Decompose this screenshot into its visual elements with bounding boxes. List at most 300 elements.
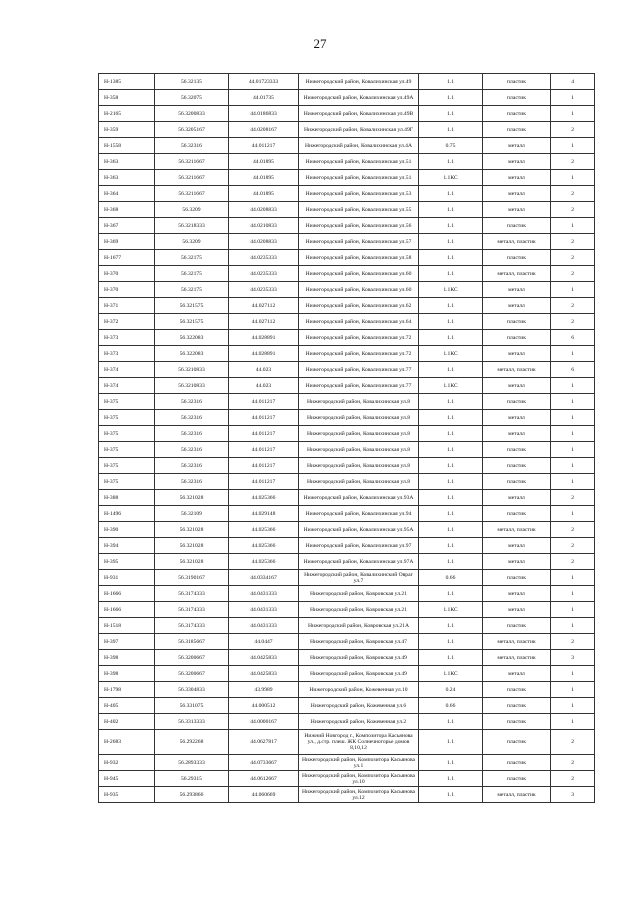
site-id-cell: Н-367 <box>99 218 155 234</box>
site-id-cell: Н-2165 <box>99 106 155 122</box>
volume-cell: 1.1 <box>419 250 483 266</box>
volume-cell: 1.1 <box>419 442 483 458</box>
latitude-cell: 56.3174333 <box>155 618 229 634</box>
longitude-cell: 43.9989 <box>229 682 299 698</box>
volume-cell: 1.1 <box>419 474 483 490</box>
material-cell: пластик <box>483 442 551 458</box>
volume-cell: 1.1 <box>419 490 483 506</box>
latitude-cell: 56.321028 <box>155 554 229 570</box>
site-id-cell: Н-945 <box>99 771 155 787</box>
address-cell: Нижегородский район, Композитора Касьянова ул.12 <box>299 787 419 803</box>
count-cell: 1 <box>551 410 595 426</box>
table-row <box>99 346 595 362</box>
address-cell: Нижегородский район, Ковалихинская ул.56 <box>299 218 419 234</box>
longitude-cell: 44.011217 <box>229 442 299 458</box>
site-id-cell: Н-1558 <box>99 138 155 154</box>
material-cell: металл <box>483 490 551 506</box>
address-cell: Нижегородский район, Ковалихинская ул.60 <box>299 266 419 282</box>
volume-cell: 1.1 <box>419 234 483 250</box>
material-cell: пластик <box>483 74 551 90</box>
volume-cell: 1.1 <box>419 298 483 314</box>
site-id-cell: Н-371 <box>99 298 155 314</box>
material-cell: пластик <box>483 314 551 330</box>
table-row <box>99 634 595 650</box>
count-cell: 1 <box>551 282 595 298</box>
longitude-cell: 44.011217 <box>229 410 299 426</box>
site-id-cell: Н-2683 <box>99 730 155 755</box>
latitude-cell: 56.321028 <box>155 538 229 554</box>
table-row <box>99 426 595 442</box>
address-cell: Нижегородский район, Ковалихинская ул.77 <box>299 378 419 394</box>
table-row <box>99 787 595 803</box>
material-cell: пластик <box>483 474 551 490</box>
table-row <box>99 250 595 266</box>
count-cell: 1 <box>551 474 595 490</box>
address-cell: Нижегородский район, Ковалихинская ул.4А <box>299 138 419 154</box>
material-cell: металл <box>483 346 551 362</box>
count-cell: 2 <box>551 266 595 282</box>
table-row <box>99 554 595 570</box>
latitude-cell: 56.3210833 <box>155 362 229 378</box>
volume-cell: 1.1 <box>419 266 483 282</box>
site-id-cell: Н-359 <box>99 122 155 138</box>
count-cell: 2 <box>551 154 595 170</box>
count-cell: 1 <box>551 458 595 474</box>
count-cell: 2 <box>551 522 595 538</box>
volume-cell: 1.1 <box>419 771 483 787</box>
site-id-cell: Н-1496 <box>99 506 155 522</box>
material-cell: металл <box>483 298 551 314</box>
material-cell: пластик <box>483 714 551 730</box>
latitude-cell: 56.3313333 <box>155 714 229 730</box>
latitude-cell: 56.3211667 <box>155 170 229 186</box>
material-cell: металл <box>483 586 551 602</box>
longitude-cell: 44.029148 <box>229 506 299 522</box>
address-cell: Нижегородский район, Ковалихинская ул.53 <box>299 186 419 202</box>
site-id-cell: Н-1666 <box>99 602 155 618</box>
longitude-cell: 44.0334167 <box>229 570 299 586</box>
table-row <box>99 442 595 458</box>
table-row <box>99 490 595 506</box>
volume-cell: 1.1 <box>419 90 483 106</box>
address-cell: Нижегородский район, Ковалихинская ул.49А <box>299 90 419 106</box>
address-cell: Нижегородский район, Ковалихинская ул.49Г <box>299 122 419 138</box>
address-cell: Нижний Новгород г., Композитора Касьянова ул., д.стр. плеш. ЖК Солнечногорье домов 8,10,12 <box>299 730 419 755</box>
address-cell: Нижегородский район, Ковалихинская ул.8 <box>299 394 419 410</box>
site-id-cell: Н-397 <box>99 634 155 650</box>
count-cell: 2 <box>551 490 595 506</box>
table-row <box>99 714 595 730</box>
longitude-cell: 44.000512 <box>229 698 299 714</box>
site-id-cell: Н-1666 <box>99 586 155 602</box>
latitude-cell: 56.3200667 <box>155 650 229 666</box>
address-cell: Нижегородский район, Ковалихинская ул.8 <box>299 442 419 458</box>
address-cell: Нижегородский район, Ковровская ул.49 <box>299 650 419 666</box>
longitude-cell: 44.0210833 <box>229 218 299 234</box>
material-cell: пластик <box>483 122 551 138</box>
material-cell: металл <box>483 186 551 202</box>
site-id-cell: Н-370 <box>99 266 155 282</box>
address-cell: Нижегородский район, Ковалихинская ул.49 <box>299 74 419 90</box>
longitude-cell: 44.028891 <box>229 330 299 346</box>
volume-cell: 1.1 <box>419 362 483 378</box>
page-number: 27 <box>313 36 327 51</box>
address-cell: Нижегородский район, Ковровская ул.21А <box>299 618 419 634</box>
longitude-cell: 44.011217 <box>229 394 299 410</box>
latitude-cell: 56.32135 <box>155 74 229 90</box>
latitude-cell: 56.293866 <box>155 787 229 803</box>
latitude-cell: 56.331075 <box>155 698 229 714</box>
site-id-cell: Н-375 <box>99 458 155 474</box>
count-cell: 2 <box>551 122 595 138</box>
latitude-cell: 56.3190167 <box>155 570 229 586</box>
material-cell: металл <box>483 170 551 186</box>
material-cell: металл, пластик <box>483 650 551 666</box>
count-cell: 6 <box>551 330 595 346</box>
latitude-cell: 56.32175 <box>155 282 229 298</box>
volume-cell: 1.1 <box>419 714 483 730</box>
table-row <box>99 202 595 218</box>
volume-cell: 1.1 <box>419 106 483 122</box>
address-cell: Нижегородский район, Ковалихинская ул.72 <box>299 330 419 346</box>
longitude-cell: 44.0235333 <box>229 266 299 282</box>
latitude-cell: 56.3209 <box>155 202 229 218</box>
volume-cell: 0.75 <box>419 138 483 154</box>
volume-cell: 1.1КС <box>419 666 483 682</box>
latitude-cell: 56.3218333 <box>155 218 229 234</box>
latitude-cell: 56.321028 <box>155 490 229 506</box>
table-row <box>99 650 595 666</box>
table-row <box>99 771 595 787</box>
site-id-cell: Н-932 <box>99 755 155 771</box>
site-id-cell: Н-375 <box>99 410 155 426</box>
longitude-cell: 44.0431333 <box>229 602 299 618</box>
volume-cell: 1.1 <box>419 506 483 522</box>
longitude-cell: 44.011217 <box>229 138 299 154</box>
count-cell: 2 <box>551 186 595 202</box>
table-row <box>99 362 595 378</box>
count-cell: 1 <box>551 138 595 154</box>
material-cell: металл <box>483 138 551 154</box>
count-cell: 3 <box>551 650 595 666</box>
longitude-cell: 44.025366 <box>229 538 299 554</box>
site-id-cell: Н-374 <box>99 362 155 378</box>
table-row <box>99 666 595 682</box>
latitude-cell: 56.32075 <box>155 90 229 106</box>
site-id-cell: Н-1518 <box>99 618 155 634</box>
longitude-cell: 44.023 <box>229 362 299 378</box>
material-cell: пластик <box>483 682 551 698</box>
address-cell: Нижегородский район, Ковалихинская ул.62 <box>299 298 419 314</box>
site-id-cell: Н-372 <box>99 314 155 330</box>
table-row <box>99 506 595 522</box>
address-cell: Нижегородский район, Ковалихинская ул.94 <box>299 506 419 522</box>
material-cell: пластик <box>483 330 551 346</box>
longitude-cell: 44.0208167 <box>229 122 299 138</box>
longitude-cell: 44.0425833 <box>229 650 299 666</box>
longitude-cell: 44.027112 <box>229 298 299 314</box>
address-cell: Нижегородский район, Ковалихинская ул.55 <box>299 202 419 218</box>
address-cell: Нижегородский район, Ковалихинская ул.58 <box>299 250 419 266</box>
site-id-cell: Н-364 <box>99 186 155 202</box>
site-id-cell: Н-375 <box>99 394 155 410</box>
address-cell: Нижегородский район, Кожевенная ул.10 <box>299 682 419 698</box>
material-cell: пластик <box>483 771 551 787</box>
longitude-cell: 44.01895 <box>229 186 299 202</box>
volume-cell: 1.1 <box>419 554 483 570</box>
count-cell: 1 <box>551 666 595 682</box>
table-row <box>99 522 595 538</box>
latitude-cell: 56.32109 <box>155 506 229 522</box>
longitude-cell: 44.0208833 <box>229 202 299 218</box>
volume-cell: 1.1 <box>419 394 483 410</box>
material-cell: металл <box>483 602 551 618</box>
material-cell: пластик <box>483 506 551 522</box>
material-cell: металл <box>483 554 551 570</box>
site-id-cell: Н-402 <box>99 714 155 730</box>
material-cell: пластик <box>483 755 551 771</box>
count-cell: 2 <box>551 202 595 218</box>
volume-cell: 1.1 <box>419 618 483 634</box>
latitude-cell: 56.32316 <box>155 442 229 458</box>
count-cell: 1 <box>551 346 595 362</box>
latitude-cell: 56.32316 <box>155 410 229 426</box>
table-row <box>99 330 595 346</box>
table-row <box>99 74 595 90</box>
longitude-cell: 44.0447 <box>229 634 299 650</box>
volume-cell: 1.1 <box>419 186 483 202</box>
longitude-cell: 44.0208833 <box>229 234 299 250</box>
site-id-cell: Н-369 <box>99 234 155 250</box>
address-cell: Нижегородский район, Ковровская ул.21 <box>299 586 419 602</box>
site-id-cell: Н-1798 <box>99 682 155 698</box>
latitude-cell: 56.32316 <box>155 458 229 474</box>
table-row <box>99 602 595 618</box>
latitude-cell: 56.32175 <box>155 250 229 266</box>
address-cell: Нижегородский район, Ковалихинский Овраг ул.7 <box>299 570 419 586</box>
longitude-cell: 44.028891 <box>229 346 299 362</box>
table-row <box>99 682 595 698</box>
volume-cell: 1.1КС <box>419 602 483 618</box>
count-cell: 1 <box>551 506 595 522</box>
address-cell: Нижегородский район, Ковалихинская ул.57 <box>299 234 419 250</box>
count-cell: 2 <box>551 234 595 250</box>
material-cell: металл, пластик <box>483 234 551 250</box>
table-row <box>99 618 595 634</box>
table-row <box>99 730 595 755</box>
address-cell: Нижегородский район, Ковалихинская ул.8 <box>299 410 419 426</box>
count-cell: 1 <box>551 682 595 698</box>
count-cell: 2 <box>551 250 595 266</box>
count-cell: 1 <box>551 618 595 634</box>
address-cell: Нижегородский район, Кожевенная ул.2 <box>299 714 419 730</box>
latitude-cell: 56.3174333 <box>155 602 229 618</box>
longitude-cell: 44.0612667 <box>229 771 299 787</box>
table-row <box>99 90 595 106</box>
material-cell: металл <box>483 538 551 554</box>
latitude-cell: 56.3200833 <box>155 106 229 122</box>
count-cell: 2 <box>551 771 595 787</box>
table-row <box>99 458 595 474</box>
site-id-cell: Н-394 <box>99 538 155 554</box>
table-row <box>99 586 595 602</box>
site-id-cell: Н-358 <box>99 90 155 106</box>
site-id-cell: Н-375 <box>99 426 155 442</box>
address-cell: Нижегородский район, Ковровская ул.21 <box>299 602 419 618</box>
table-row <box>99 394 595 410</box>
longitude-cell: 44.0425833 <box>229 666 299 682</box>
table-row <box>99 698 595 714</box>
site-id-cell: Н-1385 <box>99 74 155 90</box>
latitude-cell: 56.32316 <box>155 426 229 442</box>
longitude-cell: 44.01895 <box>229 170 299 186</box>
site-id-cell: Н-395 <box>99 554 155 570</box>
volume-cell: 1.1 <box>419 154 483 170</box>
material-cell: металл <box>483 666 551 682</box>
table-row <box>99 218 595 234</box>
volume-cell: 1.1 <box>419 426 483 442</box>
longitude-cell: 44.0000167 <box>229 714 299 730</box>
longitude-cell: 44.011217 <box>229 458 299 474</box>
latitude-cell: 56.292268 <box>155 730 229 755</box>
material-cell: пластик <box>483 394 551 410</box>
longitude-cell: 44.023 <box>229 378 299 394</box>
material-cell: металл <box>483 282 551 298</box>
latitude-cell: 56.322083 <box>155 346 229 362</box>
address-cell: Нижегородский район, Ковалихинская ул.64 <box>299 314 419 330</box>
material-cell: пластик <box>483 90 551 106</box>
table-row <box>99 282 595 298</box>
count-cell: 1 <box>551 442 595 458</box>
count-cell: 2 <box>551 554 595 570</box>
count-cell: 1 <box>551 602 595 618</box>
site-id-cell: Н-363 <box>99 170 155 186</box>
address-cell: Нижегородский район, Ковалихинская ул.51 <box>299 154 419 170</box>
address-cell: Нижегородский район, Ковалихинская ул.95А <box>299 522 419 538</box>
latitude-cell: 56.3205167 <box>155 122 229 138</box>
count-cell: 1 <box>551 714 595 730</box>
material-cell: пластик <box>483 730 551 755</box>
volume-cell: 1.1КС <box>419 170 483 186</box>
address-cell: Нижегородский район, Композитора Касьянова ул.1 <box>299 755 419 771</box>
address-cell: Нижегородский район, Кожевенная ул.6 <box>299 698 419 714</box>
count-cell: 2 <box>551 538 595 554</box>
site-id-cell: Н-375 <box>99 474 155 490</box>
site-id-cell: Н-363 <box>99 154 155 170</box>
material-cell: пластик <box>483 458 551 474</box>
latitude-cell: 56.3211667 <box>155 186 229 202</box>
count-cell: 1 <box>551 586 595 602</box>
volume-cell: 1.1КС <box>419 346 483 362</box>
count-cell: 1 <box>551 90 595 106</box>
latitude-cell: 56.32316 <box>155 394 229 410</box>
longitude-cell: 44.01723333 <box>229 74 299 90</box>
material-cell: металл, пластик <box>483 522 551 538</box>
count-cell: 2 <box>551 730 595 755</box>
volume-cell: 1.1 <box>419 650 483 666</box>
latitude-cell: 56.3200667 <box>155 666 229 682</box>
table-row <box>99 314 595 330</box>
latitude-cell: 56.3211667 <box>155 154 229 170</box>
count-cell: 2 <box>551 314 595 330</box>
table-row <box>99 106 595 122</box>
count-cell: 1 <box>551 378 595 394</box>
table-row <box>99 538 595 554</box>
volume-cell: 1.1 <box>419 730 483 755</box>
material-cell: металл, пластик <box>483 634 551 650</box>
longitude-cell: 44.0186833 <box>229 106 299 122</box>
count-cell: 6 <box>551 362 595 378</box>
volume-cell: 1.1 <box>419 330 483 346</box>
longitude-cell: 44.0431333 <box>229 586 299 602</box>
count-cell: 1 <box>551 570 595 586</box>
volume-cell: 1.1 <box>419 410 483 426</box>
material-cell: металл <box>483 202 551 218</box>
table-row <box>99 298 595 314</box>
volume-cell: 1.1 <box>419 755 483 771</box>
table-row <box>99 378 595 394</box>
volume-cell: 1.1 <box>419 787 483 803</box>
material-cell: пластик <box>483 570 551 586</box>
count-cell: 1 <box>551 426 595 442</box>
volume-cell: 1.1 <box>419 122 483 138</box>
table-row <box>99 154 595 170</box>
latitude-cell: 56.322083 <box>155 330 229 346</box>
longitude-cell: 44.01895 <box>229 154 299 170</box>
longitude-cell: 44.060669 <box>229 787 299 803</box>
site-id-cell: Н-390 <box>99 522 155 538</box>
latitude-cell: 56.321028 <box>155 522 229 538</box>
address-cell: Нижегородский район, Ковалихинская ул.60 <box>299 282 419 298</box>
latitude-cell: 56.2893333 <box>155 755 229 771</box>
latitude-cell: 56.29315 <box>155 771 229 787</box>
site-id-cell: Н-405 <box>99 698 155 714</box>
volume-cell: 0.66 <box>419 570 483 586</box>
site-id-cell: Н-398 <box>99 650 155 666</box>
count-cell: 3 <box>551 787 595 803</box>
count-cell: 1 <box>551 698 595 714</box>
volume-cell: 1.1 <box>419 522 483 538</box>
latitude-cell: 56.321575 <box>155 314 229 330</box>
latitude-cell: 56.321575 <box>155 298 229 314</box>
address-cell: Нижегородский район, Ковалихинская ул.93А <box>299 490 419 506</box>
material-cell: металл, пластик <box>483 362 551 378</box>
address-cell: Нижегородский район, Композитора Касьянова ул.10 <box>299 771 419 787</box>
table-row <box>99 570 595 586</box>
table-row <box>99 170 595 186</box>
site-id-cell: Н-374 <box>99 378 155 394</box>
site-id-cell: Н-935 <box>99 787 155 803</box>
table-row <box>99 138 595 154</box>
count-cell: 2 <box>551 298 595 314</box>
table-row <box>99 234 595 250</box>
longitude-cell: 44.025366 <box>229 522 299 538</box>
address-cell: Нижегородский район, Ковалихинская ул.49В <box>299 106 419 122</box>
count-cell: 4 <box>551 74 595 90</box>
volume-cell: 0.66 <box>419 698 483 714</box>
material-cell: металл, пластик <box>483 787 551 803</box>
site-id-cell: Н-375 <box>99 442 155 458</box>
latitude-cell: 56.3174333 <box>155 586 229 602</box>
latitude-cell: 56.3210833 <box>155 378 229 394</box>
count-cell: 2 <box>551 634 595 650</box>
site-id-cell: Н-373 <box>99 346 155 362</box>
address-cell: Нижегородский район, Ковалихинская ул.8 <box>299 474 419 490</box>
address-cell: Нижегородский район, Ковалихинская ул.8 <box>299 426 419 442</box>
material-cell: металл, пластик <box>483 266 551 282</box>
count-cell: 2 <box>551 755 595 771</box>
latitude-cell: 56.32316 <box>155 138 229 154</box>
